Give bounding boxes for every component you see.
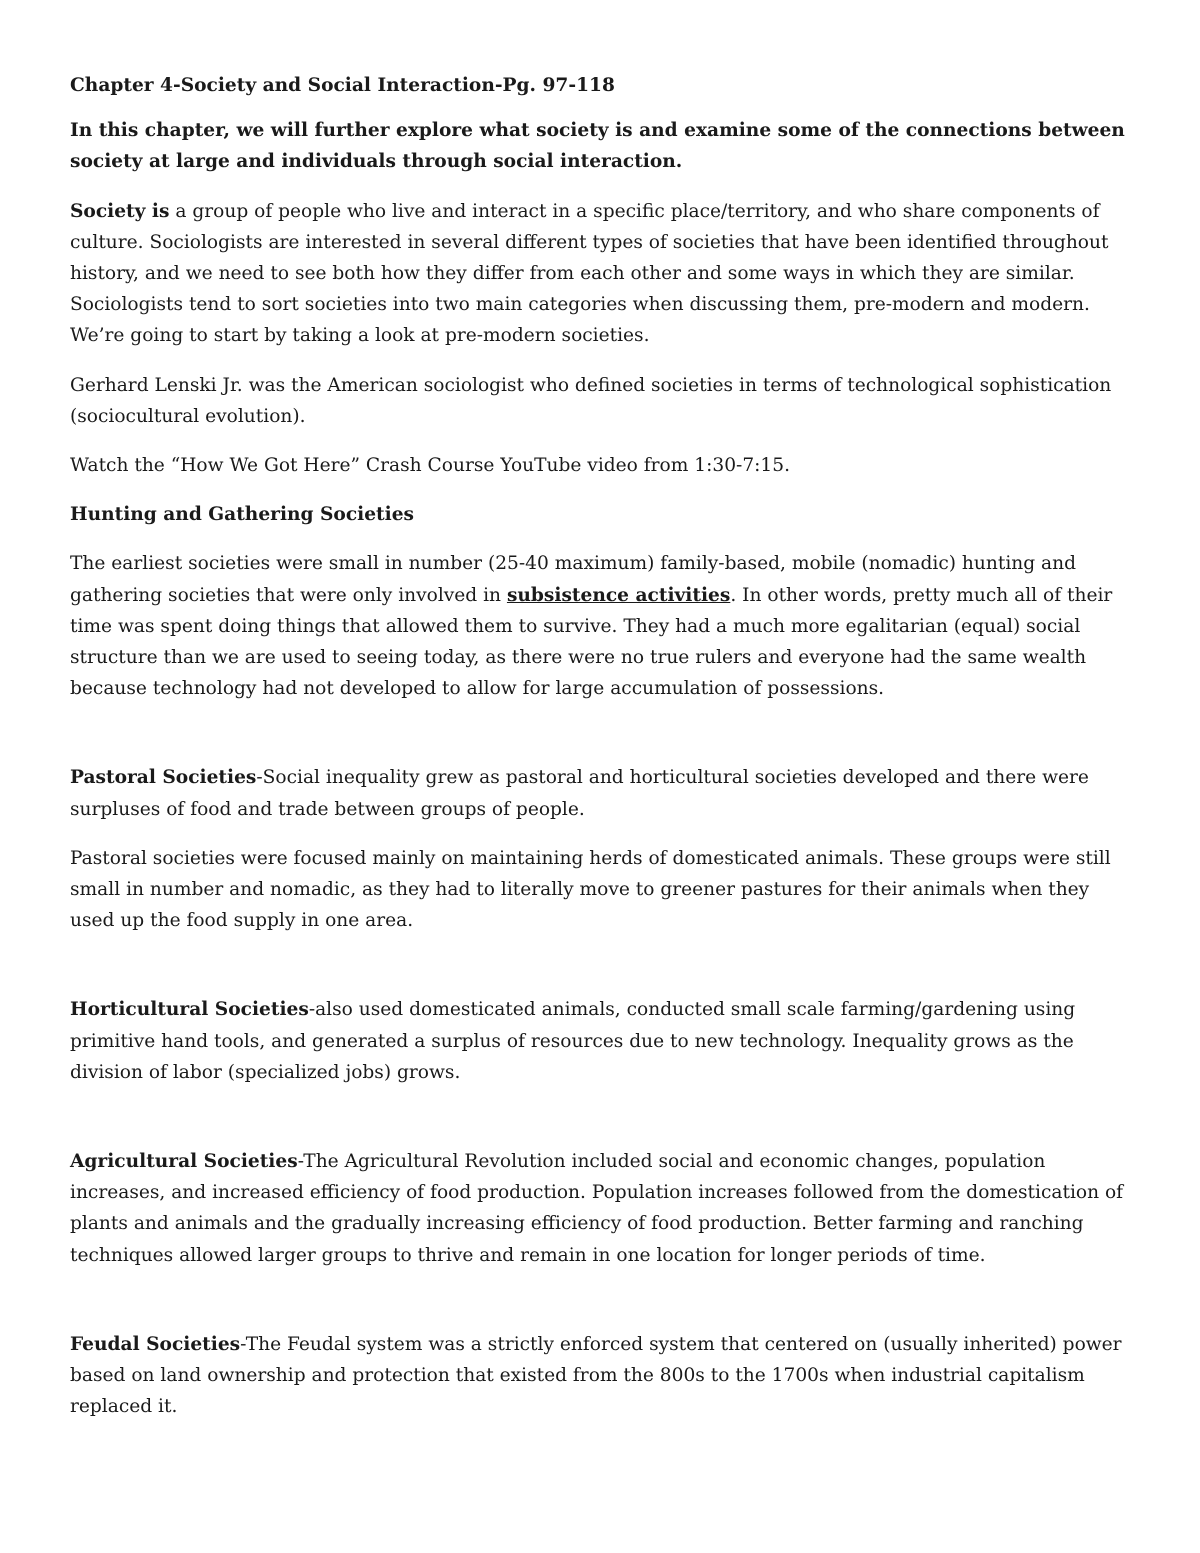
horticultural-text: -also used domesticated animals, conducted small scale farming/gardening using primitive hand tools, and generated a surplus of resources due to new technology. Inequality grows as the division of labor (specialized jobs) grows.	[70, 999, 1076, 1083]
subsistence-activities-link[interactable]: subsistence activities	[506, 584, 731, 606]
horticultural-paragraph	[70, 994, 1132, 1088]
feudal-paragraph	[70, 1329, 1132, 1423]
agricultural-term: Agricultural Societies	[70, 1151, 298, 1173]
feudal-term: Feudal Societies	[70, 1333, 241, 1355]
society-term: Society is	[70, 200, 170, 222]
society-definition-text: a group of people who live and interact in a specific place/territory, and who share components of culture. Sociologists are interested in several different types of societies that have been identified throughout history, and we need to see both how they differ from each other and some ways in which they are similar. Sociologists tend to sort societies into two main categories when discussing them, pre-modern and modern. We’re going to start by taking a look at pre-modern societies.	[70, 200, 1109, 347]
agricultural-text: -The Agricultural Revolution included social and economic changes, population increases, and increased efficiency of food production. Population increases followed from the domestication of plants and animals and the gradually increasing efficiency of food production. Better farming and ranching techniques allowed larger groups to thrive and remain in one location for longer periods of time.	[70, 1151, 1124, 1266]
hunting-gathering-heading: Hunting and Gathering Societies	[70, 504, 415, 526]
pastoral-paragraph	[70, 762, 1132, 824]
chapter-title: Chapter 4-Society and Social Interaction-Pg. 97-118	[70, 75, 615, 96]
lenski-paragraph: Gerhard Lenski Jr. was the American sociologist who defined societies in terms of technological sophistication (sociocultural evolution).	[70, 374, 1112, 427]
hunting-text-before: The earliest societies were small in number (25-40 maximum) family-based, mobile (nomadic) hunting and gathering societies that were only involved in	[70, 553, 1077, 606]
pastoral-paragraph-2: Pastoral societies were focused mainly on maintaining herds of domesticated animals. These groups were still small in number and nomadic, as they had to literally move to greener pastures for their animals when they used up the food supply in one area.	[70, 847, 1111, 932]
video-instruction: Watch the “How We Got Here” Crash Course YouTube video from 1:30-7:15.	[70, 455, 790, 477]
document-page	[70, 70, 1132, 1441]
agricultural-paragraph	[70, 1146, 1132, 1271]
pastoral-text: -Social inequality grew as pastoral and horticultural societies developed and there were surpluses of food and trade between groups of people.	[70, 767, 1089, 820]
society-definition	[70, 196, 1132, 352]
hunting-text-after: . In other words, pretty much all of their time was spent doing things that allowed them to survive. They had a much more egalitarian (equal) social structure than we are used to seeing today, as there were no true rulers and everyone had the same wealth because technology had not developed to allow for large accumulation of possessions.	[70, 584, 1113, 700]
pastoral-term: Pastoral Societies	[70, 767, 257, 789]
feudal-text: -The Feudal system was a strictly enforced system that centered on (usually inherited) power based on land ownership and protection that existed from the 800s to the 1700s when industrial capitalism replaced it.	[70, 1333, 1122, 1418]
chapter-intro: In this chapter, we will further explore what society is and examine some of the connections between society at large and individuals through social interaction.	[70, 120, 1125, 173]
horticultural-term: Horticultural Societies	[70, 999, 309, 1021]
hunting-gathering-paragraph	[70, 548, 1132, 704]
